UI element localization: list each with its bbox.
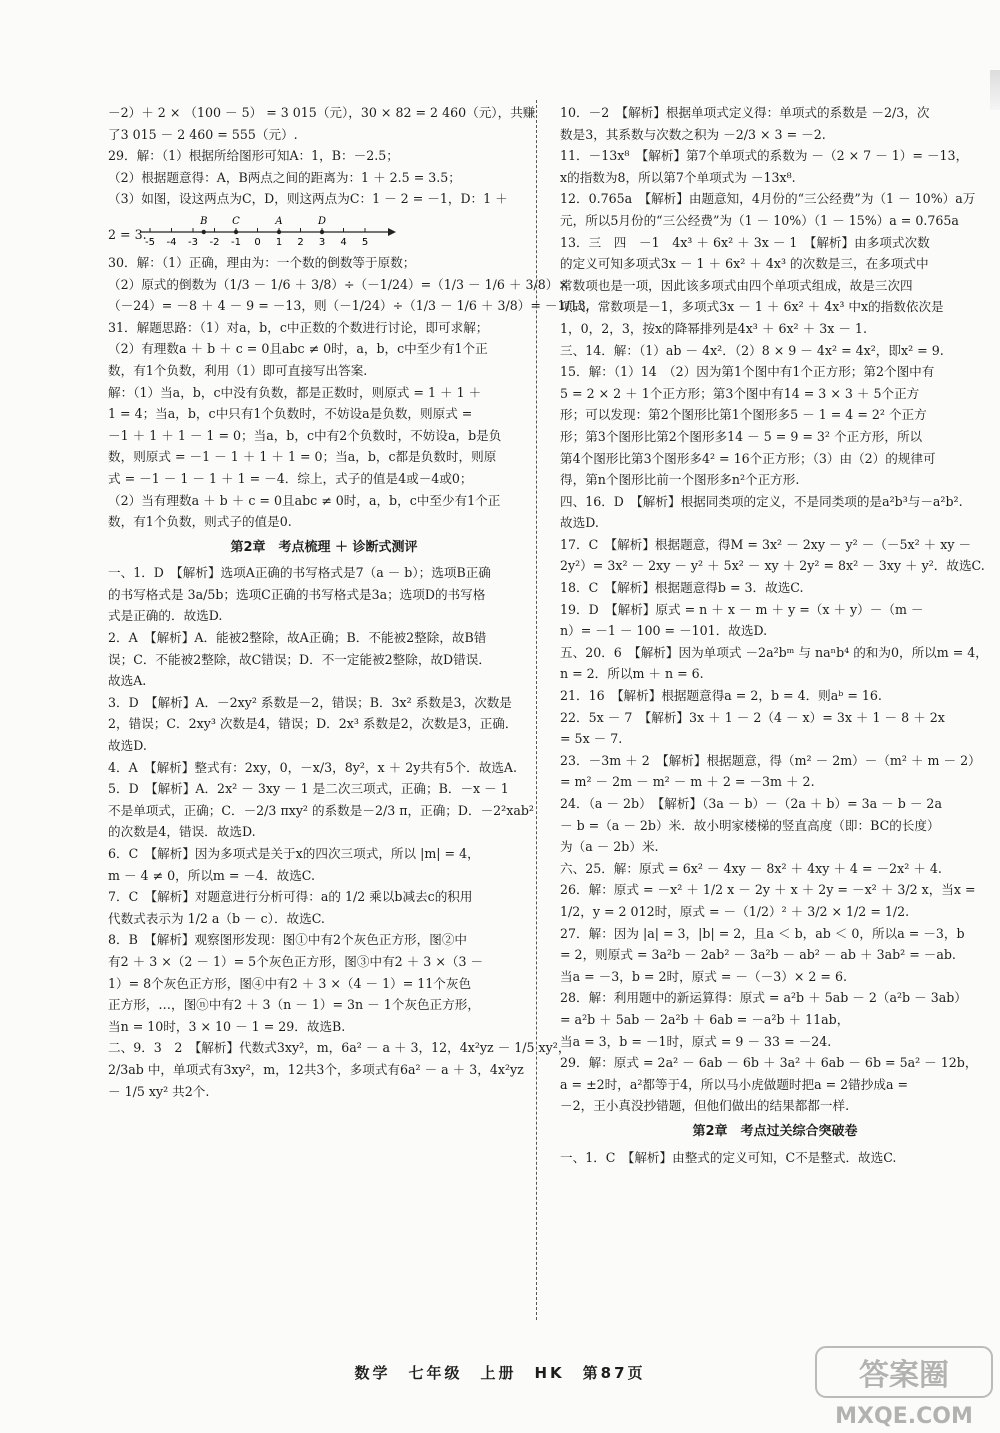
text-line: 式是正确的．故选D. — [108, 608, 223, 624]
text-line: 常数项也是一项，因此该多项式由四个单项式组成，故是三次四 — [560, 277, 913, 293]
number-line-tick-label: -1 — [231, 236, 241, 248]
text-line: （2）有理数a ＋ b ＋ c = 0且abc ≠ 0时，a，b，c中至少有1个正 — [108, 341, 488, 357]
text-line: 5．D 【解析】A．2x² － 3xy － 1 是二次三项式，正确；B．－x － 1 — [108, 781, 509, 797]
text-line: 29．解：（1）根据所给图形可知A：1，B：－2.5； — [108, 148, 399, 164]
text-line: 六、25．解：原式 = 6x² － 4xy － 8x² ＋ 4xy ＋ 4 = －2x² ＋ 4. — [560, 860, 942, 876]
text-line: 一、1．C 【解析】由整式的定义可知，C不是整式．故选C. — [560, 1149, 897, 1165]
left-column — [108, 102, 590, 1102]
text-line: 1/2，y = 2 012时，原式 = －（1/2）² ＋ 3/2 × 1/2 = 1/2. — [560, 903, 910, 919]
text-line: 18．C 【解析】根据题意得b = 3．故选C. — [560, 580, 804, 596]
text-line: 二、9．3 2 【解析】代数式3xy²，m，6a² － a ＋ 3，12，4x²yz － 1/5 xy²， — [108, 1040, 571, 1056]
number-line-point — [234, 230, 238, 234]
number-line-tick-label: -3 — [188, 236, 198, 248]
text-line: 2 = 3. — [108, 226, 147, 242]
text-line: 数，有1个负数，则式子的值是0. — [108, 514, 292, 530]
number-line-point — [277, 230, 281, 234]
text-line: 15．解：（1）14 （2）因为第1个图中有1个正方形；第2个图中有 — [560, 364, 935, 380]
text-line: 为（a － 2b）米. — [560, 839, 659, 855]
text-line: 当a = 3，b = －1时，原式 = 9 － 33 = －24. — [560, 1033, 832, 1049]
number-line-tick-label: 1 — [275, 236, 283, 248]
text-line: 2/3ab 中，单项式有3xy²，m，12共3个，多项式有6a² － a ＋ 3，4x²yz — [108, 1061, 524, 1077]
text-line: = a²b ＋ 5ab － 2a²b ＋ 6ab = －a²b ＋ 11ab， — [560, 1011, 850, 1027]
text-line: 不是单项式，正确；C．－2/3 πxy² 的系数是－2/3 π，正确；D．－2²xab² — [108, 802, 534, 818]
text-line: n）= －1 － 100 = －101．故选D. — [560, 623, 768, 639]
text-line: 解：（1）当a，b，c中没有负数，都是正数时，则原式 = 1 ＋ 1 ＋ — [108, 384, 482, 400]
text-line: 元，所以5月份的“三公经费”为（1 － 10%）（1 － 15%）a = 0.765a — [560, 212, 959, 228]
text-line: 故选D. — [108, 738, 147, 754]
text-line: 8．B 【解析】观察图形发现：图①中有2个灰色正方形，图②中 — [108, 932, 468, 948]
text-line: 一、1．D 【解析】选项A正确的书写格式是7（a － b）；选项B正确 — [108, 565, 491, 581]
text-line: m － 4 ≠ 0，所以m = －4．故选C. — [108, 867, 315, 883]
text-line: （2）根据题意得：A，B两点之间的距离为：1 ＋ 2.5 = 3.5； — [108, 169, 461, 185]
number-line-arrow — [388, 228, 396, 236]
number-line-point-label: D — [317, 215, 327, 227]
number-line-tick-label: 0 — [254, 236, 261, 248]
number-line-tick-label: -2 — [209, 236, 220, 248]
text-line: （2）原式的倒数为（1/3 － 1/6 ＋ 3/8）÷（－1/24）=（1/3 － 1/6 ＋ 3/8）× — [108, 276, 569, 292]
number-line-tick-label: -5 — [145, 236, 155, 248]
answer-block-chapter2 — [108, 562, 571, 1102]
text-line: 3．D 【解析】A．－2xy² 系数是－2，错误；B．3x² 系数是3，次数是 — [108, 694, 512, 710]
text-line: x的指数为8，所以第7个单项式为 －13x⁸. — [560, 169, 796, 185]
text-line: 的书写格式是 3a/5b；选项C正确的书写格式是3a；选项D的书写格 — [108, 586, 486, 602]
number-line-row — [108, 210, 540, 252]
text-line: 四、16．D 【解析】根据同类项的定义，不是同类项的是a²b³与－a²b². — [560, 493, 963, 509]
text-line: 30．解：（1）正确，理由为：一个数的倒数等于原数； — [108, 254, 416, 270]
text-line: 24．（a － 2b） 【解析】（3a － b）－（2a ＋ b）= 3a － b － 2a — [560, 796, 942, 811]
text-line: 1 = 4；当a，b，c中只有1个负数时，不妨设a是负数，则原式 = — [108, 406, 473, 422]
text-line: －1 ＋ 1 ＋ 1 － 1 = 0；当a，b，c中有2个负数时，不妨设a，b是负 — [108, 427, 502, 443]
text-line: 23．－3m ＋ 2 【解析】根据题意，得（m² － 2m）－（m² ＋ m － 2） — [560, 752, 981, 768]
number-line-tick-label: 3 — [318, 236, 326, 248]
text-line: = 2，则原式 = 3a²b － 2ab² － 3a²b － ab² － ab ＋ 3ab² = －ab. — [560, 947, 956, 963]
text-line: 三、14．解：（1）ab － 4x²．（2）8 × 9 － 4x² = 4x²，即x² = 9. — [560, 342, 944, 358]
text-line: （－24）= －8 ＋ 4 － 9 = －13，则（－1/24）÷（1/3 － 1/6 ＋ 3/8）= －1/13. — [108, 298, 590, 314]
text-line: －2，王小真没抄错题，但他们做出的结果都都一样. — [560, 1098, 850, 1114]
text-line: 2y²）= 3x² － 2xy － y² ＋ 5x² － xy ＋ 2y² = 8x² － 3xy ＋ y²．故选C. — [560, 558, 985, 574]
text-line: 17．C 【解析】根据题意，得M = 3x² － 2xy － y² －（－5x² ＋ xy － — [560, 536, 972, 552]
text-line: 4．A 【解析】整式有：2xy，0，－x/3，8y²，x ＋ 2y共有5个．故选A. — [108, 759, 517, 775]
text-line: 正方形，…，图ⓝ中有2 ＋ 3（n － 1）= 3n － 1个灰色正方形， — [108, 997, 480, 1013]
text-line: 误；C．不能被2整除，故C错误；D．不一定能被2整除，故D错误． — [108, 651, 491, 667]
text-line: 21．16 【解析】根据题意得a = 2，b = 4．则aᵇ = 16. — [560, 688, 882, 704]
text-line: 27．解：因为 |a| = 3，|b| = 2，且a ＜ b，ab ＜ 0，所以a = －3，b — [560, 925, 965, 941]
answer-block-28-29 — [108, 102, 540, 210]
text-line: 1）= 8个灰色正方形，图④中有2 ＋ 3 ×（4 － 1）= 11个灰色 — [108, 975, 472, 991]
text-line: 6．C 【解析】因为多项式是关于x的四次三项式，所以 |m| = 4， — [108, 846, 480, 861]
text-line: 29．解：原式 = 2a² － 6ab － 6b ＋ 3a² ＋ 6ab － 6b = 5a² － 12b， — [560, 1055, 978, 1071]
text-line: n = 2．所以m ＋ n = 6. — [560, 666, 704, 682]
number-line-point — [320, 230, 324, 234]
number-line-figure — [138, 210, 398, 250]
text-line: 1，0，2，3，按x的降幂排列是4x³ ＋ 6x² ＋ 3x － 1. — [560, 320, 867, 336]
section-heading: 第2章 考点梳理 ＋ 诊断式测评 — [230, 539, 418, 555]
text-line: 5 = 2 × 2 ＋ 1个正方形；第3个图中有14 = 3 × 3 ＋ 5个正方 — [560, 385, 920, 401]
text-line: 当n = 10时，3 × 10 － 1 = 29．故选B. — [108, 1018, 346, 1034]
column-divider — [536, 100, 537, 1320]
text-line: － b =（a － 2b）米．故小明家楼梯的竖直高度（即：BC的长度） — [560, 817, 940, 833]
number-line-point-label: B — [200, 215, 208, 227]
text-line: 的次数是4，错误．故选D. — [108, 824, 256, 840]
number-line-tick-label: 4 — [340, 236, 347, 248]
number-line-tick-label: 5 — [361, 236, 369, 248]
text-line: 28．解：利用题中的新运算得：原式 = a²b ＋ 5ab － 2（a²b － 3ab） — [560, 990, 967, 1006]
text-line: 代数式表示为 1/2 a（b － c）．故选C. — [108, 910, 325, 926]
text-line: 项式，常数项是－1，多项式3x － 1 ＋ 6x² ＋ 4x³ 中x的指数依次是 — [560, 299, 944, 315]
watermark-url: MXQE.COM — [835, 1404, 973, 1429]
text-line: 数，则原式 = －1 － 1 ＋ 1 ＋ 1 = 0；当a，b，c都是负数时，则原 — [108, 449, 497, 465]
text-line: （2）当有理数a ＋ b ＋ c = 0且abc ≠ 0时，a，b，c中至少有1个正 — [108, 492, 501, 508]
text-line: 2，错误；C．2xy³ 次数是4，错误；D．2x³ 系数是2，次数是3，正确． — [108, 716, 518, 732]
text-line: －2）＋ 2 × （100 － 5） = 3 015（元），30 × 82 = 2 460（元），共赚 — [108, 105, 536, 120]
number-line-point — [202, 230, 206, 234]
text-line: 7．C 【解析】对题意进行分析可得：a的 1/2 乘以b减去c的积用 — [108, 889, 473, 905]
text-line: 26．解：原式 = －x² ＋ 1/2 x － 2y ＋ x ＋ 2y = －x² ＋ 3/2 x，当x = — [560, 882, 976, 898]
text-line: 故选A. — [108, 673, 147, 689]
text-line: 22．5x － 7 【解析】3x ＋ 1 － 2（4 － x）= 3x ＋ 1 － 8 ＋ 2x — [560, 709, 945, 725]
number-line-tick-label: -4 — [166, 236, 177, 248]
text-line: 当a = －3，b = 2时，原式 = －（－3）× 2 = 6. — [560, 968, 847, 984]
text-line: 得，第n个图形比前一个图形多n²个正方形. — [560, 472, 800, 488]
number-line-point-label: C — [232, 215, 240, 227]
text-line: 13．三 四 －1 4x³ ＋ 6x² ＋ 3x － 1 【解析】由多项式次数 — [560, 234, 930, 250]
text-line: a = ±2时，a²都等于4，所以马小虎做题时把a = 2错抄成a = — [560, 1076, 909, 1092]
text-line: 11．－13x⁸ 【解析】第7个单项式的系数为 －（2 × 7 － 1）= －13， — [560, 148, 969, 164]
section-heading: 第2章 考点过关综合突破卷 — [692, 1123, 858, 1139]
text-line: 数是3，其系数与次数之积为 －2/3 × 3 = －2. — [560, 126, 826, 142]
text-line: 数，有1个负数，利用（1）即可直接写出答案. — [108, 362, 368, 378]
watermark-title: 答案圈 — [859, 1358, 949, 1393]
text-line: 10．－2 【解析】根据单项式定义得：单项式的系数是 －2/3，次 — [560, 105, 930, 120]
number-line-point-label: A — [275, 215, 283, 227]
text-line: 五、20．6 【解析】因为单项式 －2a²bᵐ 与 naⁿb⁴ 的和为0，所以m = 4， — [560, 644, 988, 660]
text-line: 形；第3个图形比第2个图形多14 － 5 = 9 = 3² 个正方形，所以 — [560, 428, 923, 444]
text-line: 形；可以发现：第2个图形比第1个图形多5 － 1 = 4 = 2² 个正方 — [560, 407, 927, 423]
text-line: 第4个图形比第3个图形多4² = 16个正方形；（3）由（2）的规律可 — [560, 450, 936, 466]
right-column — [560, 102, 990, 1168]
text-line: － 1/5 xy² 共2个. — [108, 1083, 210, 1099]
text-line: 式 = －1 － 1 － 1 ＋ 1 = －4．综上，式子的值是4或－4或0； — [108, 470, 473, 486]
number-line-tick-label: 2 — [297, 236, 304, 248]
watermark-logo — [814, 1345, 994, 1430]
text-line: 有2 ＋ 3 ×（2 － 1）= 5个灰色正方形，图③中有2 ＋ 3 ×（3 － — [108, 953, 484, 969]
text-line: = m² － 2m － m² － m ＋ 2 = －3m ＋ 2. — [560, 774, 815, 790]
text-line: 的定义可知多项式3x － 1 ＋ 6x² ＋ 4x³ 的次数是三，在多项式中 — [560, 256, 929, 272]
text-line: = 5x － 7. — [560, 731, 623, 747]
text-line: 2．A 【解析】A．能被2整除，故A正确；B．不能被2整除，故B错 — [108, 630, 487, 646]
text-line: 了3 015 － 2 460 = 555（元）. — [108, 126, 298, 142]
text-line: （3）如图，设这两点为C，D，则这两点为C：1 － 2 = －1，D：1 ＋ — [108, 191, 508, 207]
text-line: 故选D. — [560, 515, 599, 531]
answer-block-10-29 — [560, 102, 990, 1117]
text-line: 19．D 【解析】原式 = n ＋ x － m ＋ y =（x ＋ y）－（m － — [560, 601, 924, 617]
text-line: 12．0.765a 【解析】由题意知，4月份的“三公经费”为（1 － 10%）a万 — [560, 191, 976, 207]
page-edge-mark — [990, 70, 1000, 110]
text-line: 31．解题思路：（1）对a，b，c中正数的个数进行讨论，即可求解； — [108, 319, 489, 335]
page-footer: 数学 七年级 上册 HK 第87页 — [354, 1364, 646, 1382]
